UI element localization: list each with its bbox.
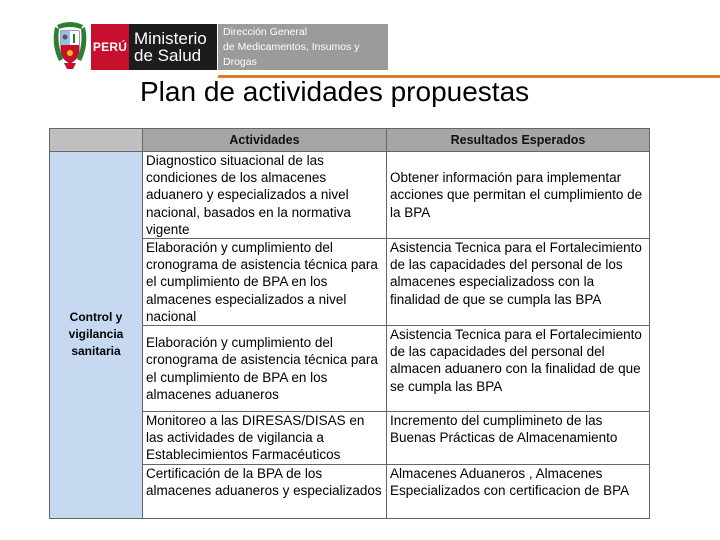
header-activities: Actividades bbox=[143, 129, 387, 152]
header bbox=[0, 0, 720, 80]
activity-cell: Elaboración y cumplimiento del cronograma de asistencia técnica para el cumplimiento de BPA en los almacenes aduaneros bbox=[143, 326, 387, 412]
ministry-line-1: Ministerio bbox=[134, 29, 207, 48]
coat-of-arms-icon bbox=[51, 19, 89, 71]
activity-cell: Certificación de la BPA de los almacenes aduaneros y especializados bbox=[143, 464, 387, 518]
activity-cell: Diagnostico situacional de las condiciones de los almacenes aduanero y especializados a nivel nacional, basados en la normativa vigente bbox=[143, 152, 387, 239]
activities-table bbox=[49, 128, 649, 515]
ministry-logo bbox=[129, 24, 217, 70]
result-cell: Obtener información para implementar acciones que permitan el cumplimiento de la BPA bbox=[387, 152, 650, 239]
result-cell: Almacenes Aduaneros , Almacenes Especializados con certificacion de BPA bbox=[387, 464, 650, 518]
table-row bbox=[50, 152, 650, 239]
page-title: Plan de actividades propuestas bbox=[140, 76, 530, 107]
result-cell: Asistencia Tecnica para el Fortalecimiento de las capacidades del personal de los almacenes especializadoss con la finalidad de que se cumpla las BPA bbox=[387, 239, 650, 326]
peru-label: PERÚ bbox=[91, 24, 129, 70]
result-cell: Incremento del cumplimineto de las Buenas Prácticas de Almacenamiento bbox=[387, 412, 650, 465]
direction-line-1: Dirección General bbox=[223, 25, 308, 38]
category-cell: Control y vigilancia sanitaria bbox=[50, 152, 143, 519]
activity-cell: Monitoreo a las DIRESAS/DISAS en las actividades de vigilancia a Establecimientos Farmacéuticos bbox=[143, 412, 387, 465]
activity-cell: Elaboración y cumplimiento del cronograma de asistencia técnica para el cumplimiento de BPA en los almacenes especializados a nivel nacional bbox=[143, 239, 387, 326]
table-header-row bbox=[50, 129, 650, 152]
direction-logo bbox=[218, 24, 388, 70]
direction-line-2: de Medicamentos, Insumos y Drogas bbox=[223, 40, 360, 68]
ministry-line-2: de Salud bbox=[134, 46, 202, 65]
result-cell: Asistencia Tecnica para el Fortalecimiento de las capacidades del personal del almacen aduanero con la finalidad de que se cumpla las BPA bbox=[387, 326, 650, 412]
header-results: Resultados Esperados bbox=[387, 129, 650, 152]
header-category bbox=[50, 129, 143, 152]
